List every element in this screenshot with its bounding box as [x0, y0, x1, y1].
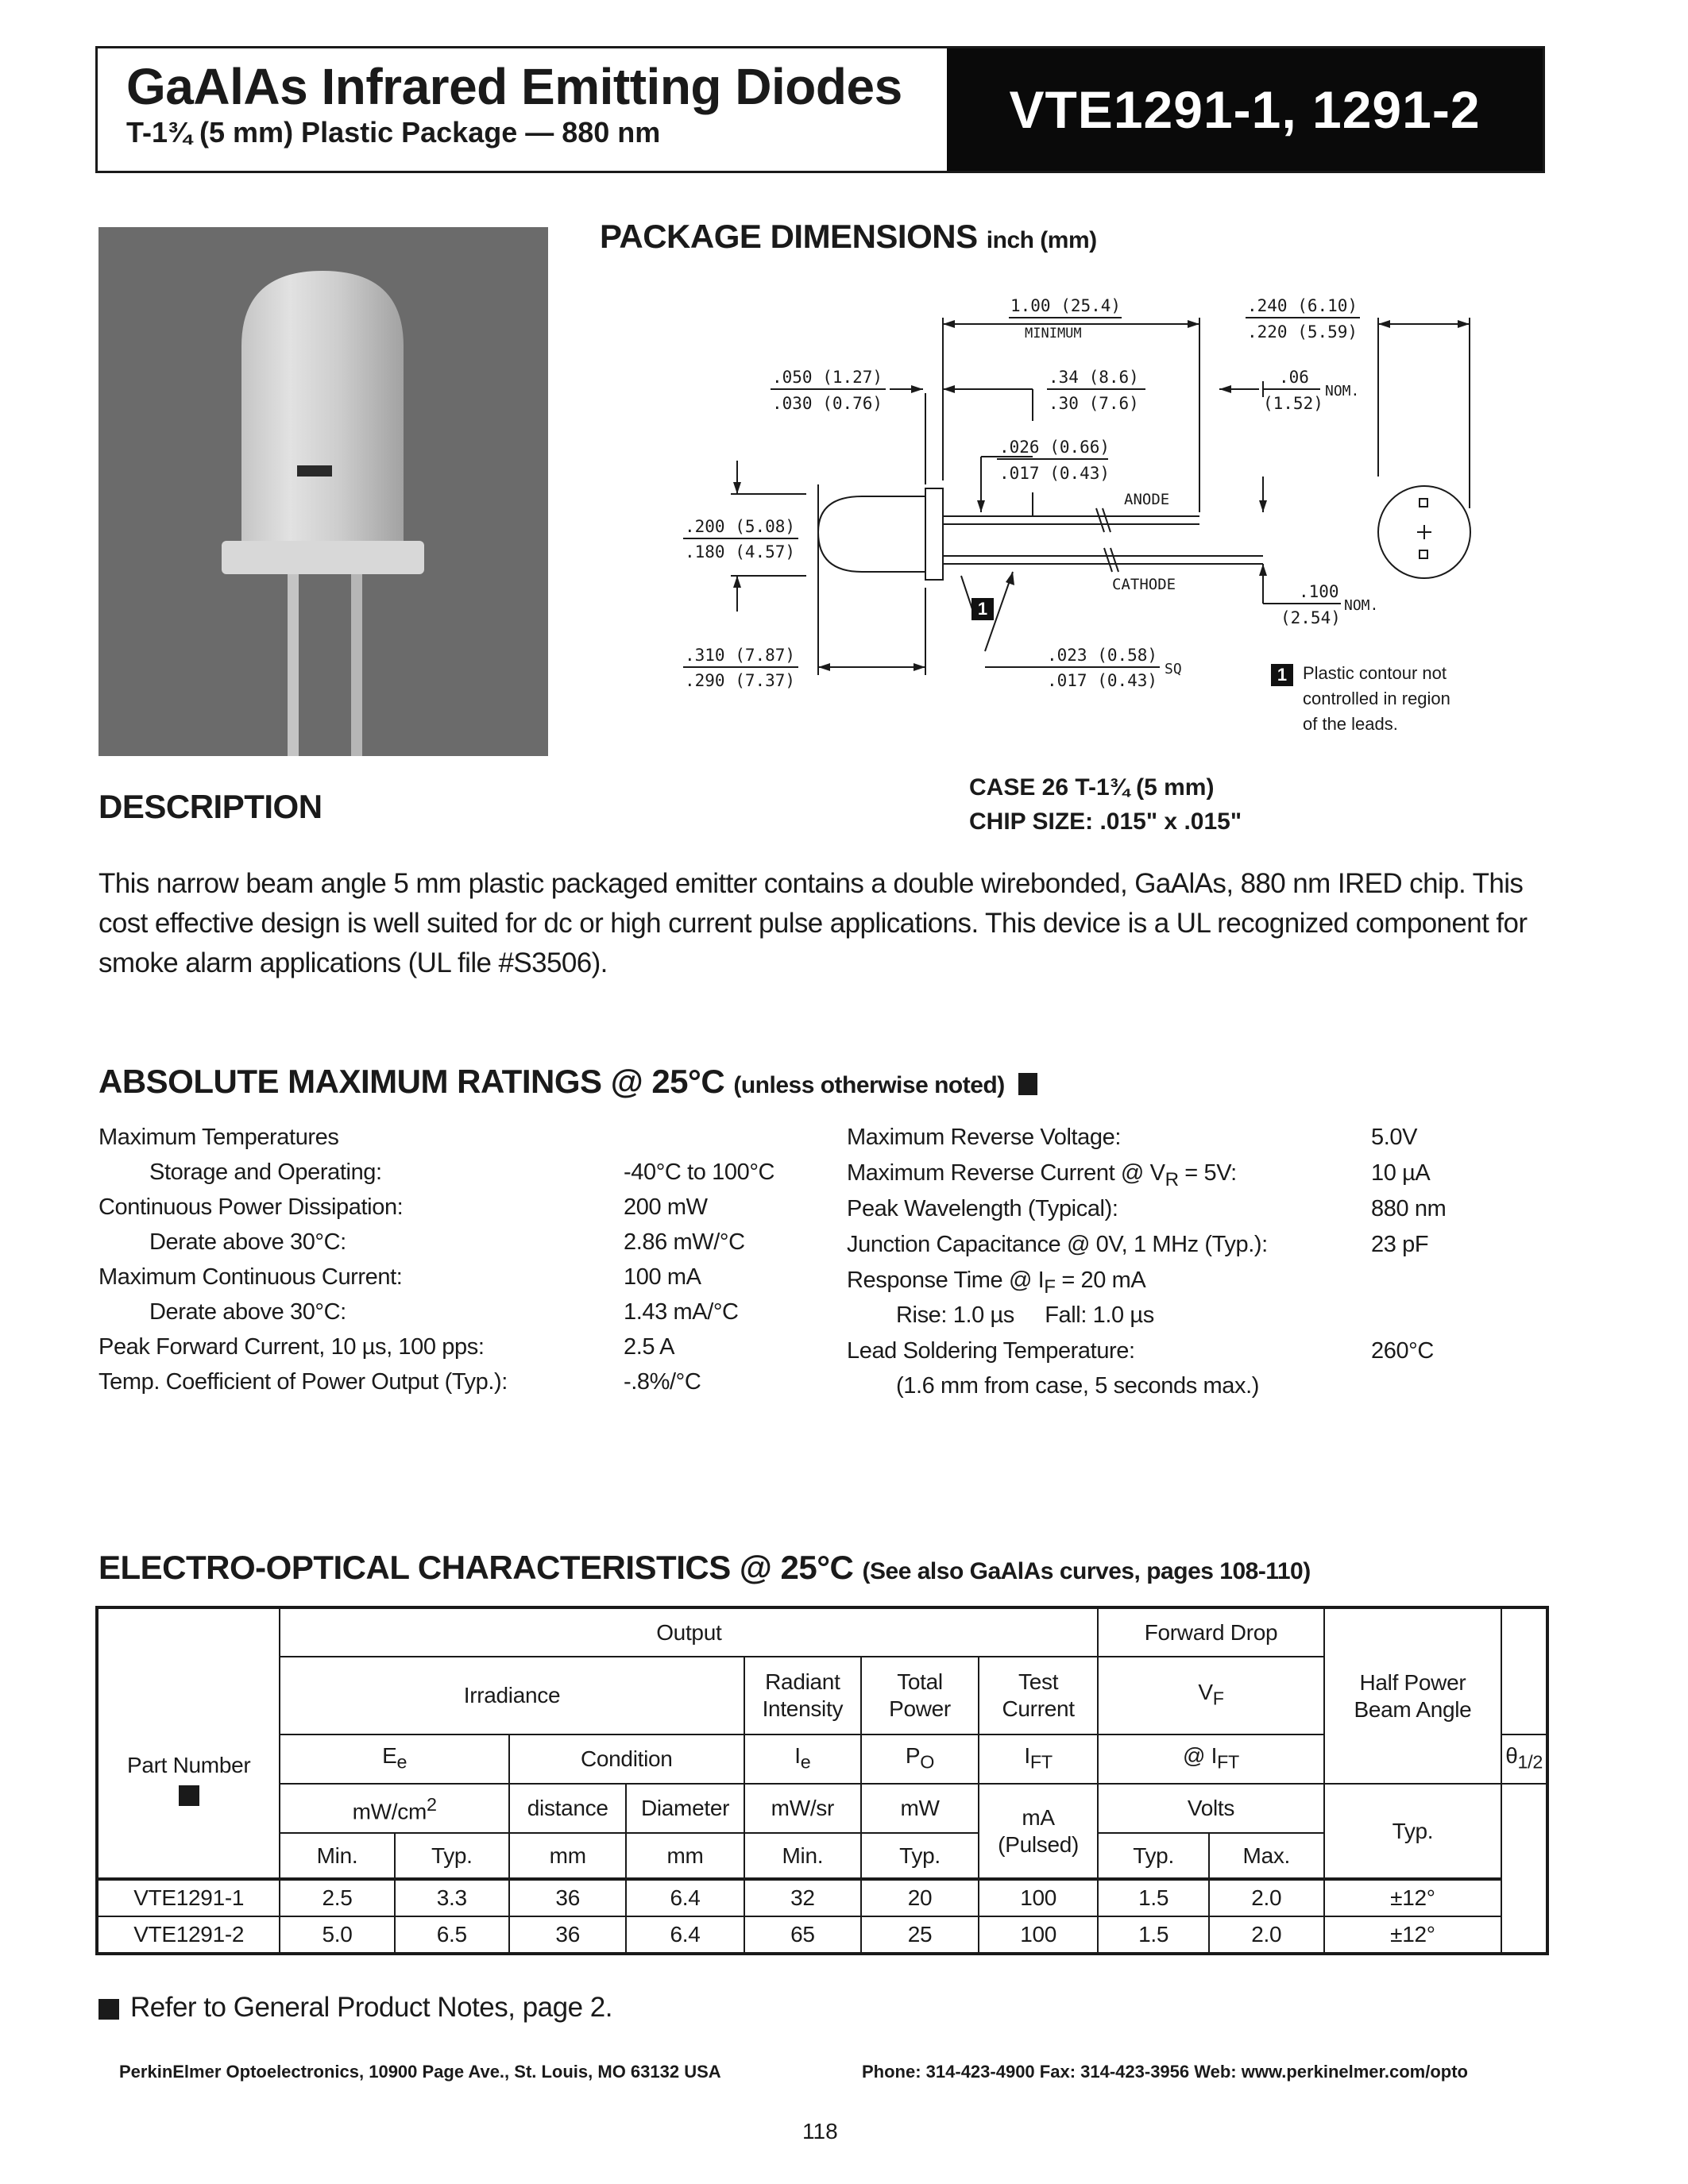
general-note-marker — [98, 1999, 119, 2020]
vf-max-cell: 2.0 — [1209, 1879, 1324, 1916]
unit: mA — [1022, 1804, 1055, 1830]
dim-body-bottom: .30 (7.6) — [1049, 394, 1139, 413]
typ-header: Typ. — [395, 1833, 509, 1879]
legend-line: of the leads. — [1303, 714, 1398, 734]
mm-unit: mm — [626, 1833, 744, 1879]
angle-typ-header: Typ. — [1324, 1784, 1502, 1879]
symbol-sub: FT — [1217, 1751, 1239, 1773]
legend-line: Plastic contour not — [1303, 663, 1447, 683]
case-line: CASE 26 T-1¾ (5 mm) — [969, 774, 1215, 801]
po-typ-cell: 25 — [861, 1916, 979, 1954]
dim-lead-square-bottom: .017 (0.43) — [1047, 671, 1158, 690]
dim-body-top: .34 (8.6) — [1049, 368, 1139, 387]
page-subtitle: T-1¾ (5 mm) Plastic Package — 880 nm — [126, 116, 661, 149]
ee-symbol — [280, 1734, 509, 1784]
rating-label: Peak Forward Current, 10 µs, 100 pps: — [98, 1334, 485, 1360]
symbol-sub: e — [800, 1751, 811, 1773]
rating-value: 23 pF — [1371, 1232, 1429, 1257]
symbol: V — [1198, 1680, 1213, 1705]
chip-size-line: CHIP SIZE: .015" x .015" — [969, 808, 1242, 835]
electro-optical-table — [95, 1606, 1549, 1955]
vf-typ-cell: 1.5 — [1098, 1916, 1209, 1954]
header-text: Part Number — [126, 1753, 251, 1777]
eo-heading-note: (See also GaAlAs curves, pages 108-110) — [862, 1558, 1311, 1584]
rating-label: Maximum Continuous Current: — [98, 1264, 403, 1290]
rating-label: Continuous Power Dissipation: — [98, 1194, 404, 1220]
at-ift-symbol — [1098, 1734, 1323, 1784]
dim-length-top: 1.00 (25.4) — [1010, 296, 1122, 315]
note-text: Refer to General Product Notes, page 2. — [130, 1992, 612, 2023]
ratings-heading-note: (unless otherwise noted) — [733, 1072, 1005, 1098]
led-lens-outline — [818, 496, 925, 572]
rating-value: 5.0V — [1371, 1125, 1418, 1150]
dim-height-top: .200 (5.08) — [685, 517, 796, 536]
dim-lead-square-suffix: SQ — [1165, 661, 1182, 677]
label-part: = 20 mA — [1055, 1268, 1146, 1293]
rating-label: Junction Capacitance @ 0V, 1 MHz (Typ.): — [847, 1232, 1268, 1257]
anode-label: ANODE — [1124, 491, 1170, 508]
ee-typ-cell: 3.3 — [395, 1879, 509, 1916]
electro-optical-heading — [98, 1549, 1311, 1587]
rating-value: 880 nm — [1371, 1196, 1447, 1221]
rating-value: 2.5 A — [624, 1334, 675, 1360]
po-typ-cell: 20 — [861, 1879, 979, 1916]
symbol-sub: 1/2 — [1517, 1751, 1543, 1773]
part-cell: VTE1291-2 — [97, 1916, 280, 1954]
volts-unit: Volts — [1098, 1784, 1323, 1833]
po-symbol — [861, 1734, 979, 1784]
cathode-pin-square — [1420, 550, 1427, 558]
dim-spacing-suffix: NOM. — [1344, 597, 1379, 614]
table-row — [97, 1916, 1547, 1954]
package-heading-text: PACKAGE DIMENSIONS — [600, 218, 978, 255]
label-subscript: R — [1165, 1168, 1179, 1190]
ift-symbol — [979, 1734, 1098, 1784]
symbol: @ I — [1182, 1743, 1218, 1769]
package-heading-units: inch (mm) — [986, 227, 1097, 253]
dim-overall-bottom: .290 (7.37) — [685, 671, 796, 690]
rating-value: 200 mW — [624, 1194, 708, 1220]
rating-value: 1.43 mA/°C — [624, 1299, 739, 1325]
part-number-header — [97, 1607, 280, 1879]
dim-nom-top: .06 — [1279, 368, 1309, 387]
dim-nom-suffix: NOM. — [1325, 383, 1360, 399]
cathode-label: CATHODE — [1112, 576, 1176, 593]
test-current-header: Test Current — [979, 1657, 1098, 1734]
output-header: Output — [280, 1607, 1098, 1657]
footer-address: PerkinElmer Optoelectronics, 10900 Page Ave., St. Louis, MO 63132 USA — [119, 2062, 721, 2082]
min-header: Min. — [744, 1833, 862, 1879]
description-text: This narrow beam angle 5 mm plastic packaged emitter contains a double wirebonded, GaAlAs, 880 nm IRED chip. This cost effective design is well suited for dc or high current pulse applications. This device is a UL recognized component for smoke alarm applications (UL file #S3506). — [98, 868, 1528, 978]
vf-max-cell: 2.0 — [1209, 1916, 1324, 1954]
callout-marker: 1 — [971, 598, 994, 620]
dim-lead-bottom: .017 (0.43) — [999, 464, 1111, 483]
ie-min-cell: 65 — [744, 1916, 862, 1954]
mwsr-unit: mW/sr — [744, 1784, 862, 1833]
theta-symbol — [1501, 1734, 1547, 1784]
label-part: Maximum Reverse Current @ V — [847, 1160, 1165, 1186]
max-header: Max. — [1209, 1833, 1324, 1879]
symbol-sub: F — [1212, 1688, 1224, 1709]
diameter-header: Diameter — [626, 1784, 744, 1833]
footer-contact: Phone: 314-423-4900 Fax: 314-423-3956 Web: www.perkinelmer.com/opto — [862, 2062, 1468, 2082]
rating-value: 2.86 mW/°C — [624, 1229, 745, 1255]
typ-header: Typ. — [861, 1833, 979, 1879]
led-flange — [925, 488, 943, 580]
label-subscript: F — [1044, 1275, 1056, 1298]
rating-value: -40°C to 100°C — [624, 1160, 775, 1185]
dim-spacing-top: .100 — [1299, 582, 1339, 601]
label-part: Response Time @ I — [847, 1268, 1045, 1293]
rating-sublabel: (1.6 mm from case, 5 seconds max.) — [896, 1373, 1259, 1399]
typ-header: Typ. — [1098, 1833, 1209, 1879]
dim-diameter-top: .240 (6.10) — [1247, 296, 1358, 315]
table-row — [97, 1879, 1547, 1916]
dim-lead-square-top: .023 (0.58) — [1047, 646, 1158, 665]
rating-label: Peak Wavelength (Typical): — [847, 1196, 1118, 1221]
forward-drop-header: Forward Drop — [1098, 1607, 1323, 1657]
distance-header: distance — [509, 1784, 627, 1833]
ift-cell: 100 — [979, 1916, 1098, 1954]
ratings-heading — [98, 1063, 1049, 1101]
ee-min-cell: 5.0 — [280, 1916, 394, 1954]
symbol: θ — [1505, 1743, 1518, 1769]
symbol-sub: FT — [1029, 1751, 1053, 1773]
half-power-header — [1324, 1607, 1502, 1784]
symbol: E — [382, 1743, 397, 1769]
ift-cell: 100 — [979, 1879, 1098, 1916]
general-note-marker — [1018, 1073, 1037, 1095]
symbol: I — [794, 1743, 801, 1769]
dim-height-bottom: .180 (4.57) — [685, 542, 796, 561]
ratings-heading-text: ABSOLUTE MAXIMUM RATINGS @ 25°C — [98, 1063, 725, 1100]
symbol-sub: e — [396, 1751, 408, 1773]
distance-cell: 36 — [509, 1879, 627, 1916]
general-note-marker — [179, 1785, 199, 1806]
symbol-sub: O — [920, 1751, 935, 1773]
page-number: 118 — [802, 2119, 838, 2143]
dim-overall-top: .310 (7.87) — [685, 646, 796, 665]
dim-flange-bottom: .030 (0.76) — [772, 394, 883, 413]
rating-label: Lead Soldering Temperature: — [847, 1338, 1135, 1364]
rating-label: Storage and Operating: — [149, 1160, 382, 1185]
unit-sup: 2 — [426, 1794, 437, 1815]
angle-cell: ±12° — [1324, 1916, 1502, 1954]
rating-label: Derate above 30°C: — [149, 1229, 346, 1255]
rating-label: Maximum Reverse Voltage: — [847, 1125, 1121, 1150]
angle-cell: ±12° — [1324, 1879, 1502, 1916]
irradiance-header: Irradiance — [280, 1657, 744, 1734]
mw-unit: mW — [861, 1784, 979, 1833]
dim-spacing-bottom: (2.54) — [1280, 608, 1341, 627]
min-header: Min. — [280, 1833, 394, 1879]
header-text: Half Power Beam Angle — [1354, 1669, 1472, 1722]
dim-diameter-bottom: .220 (5.59) — [1247, 322, 1358, 341]
part-number-banner: VTE1291-1, 1291-2 — [947, 48, 1543, 171]
general-note — [98, 1992, 612, 2024]
symbol: P — [905, 1743, 921, 1769]
rating-label: Temp. Coefficient of Power Output (Typ.): — [98, 1369, 508, 1395]
rating-label: Derate above 30°C: — [149, 1299, 346, 1325]
vf-typ-cell: 1.5 — [1098, 1879, 1209, 1916]
diameter-cell: 6.4 — [626, 1879, 744, 1916]
eo-heading-text: ELECTRO-OPTICAL CHARACTERISTICS @ 25°C — [98, 1549, 854, 1586]
rating-value: 10 µA — [1371, 1160, 1431, 1186]
legend-callout-marker: 1 — [1271, 664, 1293, 686]
page-title: GaAlAs Infrared Emitting Diodes — [126, 58, 902, 115]
plastic-contour-note — [1303, 661, 1450, 737]
rating-label: Maximum Temperatures — [98, 1125, 339, 1150]
dim-lead-top: .026 (0.66) — [999, 438, 1111, 457]
unit: mW/cm — [352, 1799, 427, 1824]
mwcm2-unit — [280, 1784, 509, 1833]
dim-nom-bottom: (1.52) — [1263, 394, 1323, 413]
ie-symbol — [744, 1734, 862, 1784]
condition-header: Condition — [509, 1734, 744, 1784]
ee-typ-cell: 6.5 — [395, 1916, 509, 1954]
radiant-intensity-header: Radiant Intensity — [744, 1657, 862, 1734]
ie-min-cell: 32 — [744, 1879, 862, 1916]
rating-value: -.8%/°C — [624, 1369, 701, 1395]
anode-pin-square — [1420, 499, 1427, 507]
distance-cell: 36 — [509, 1916, 627, 1954]
dim-length-bottom: MINIMUM — [1025, 326, 1082, 341]
part-cell: VTE1291-1 — [97, 1879, 280, 1916]
dim-flange-top: .050 (1.27) — [772, 368, 883, 387]
rating-sublabel: Rise: 1.0 µs Fall: 1.0 µs — [896, 1302, 1154, 1328]
description-heading: DESCRIPTION — [98, 788, 323, 825]
mm-unit: mm — [509, 1833, 627, 1879]
unit-note: (Pulsed) — [998, 1831, 1080, 1857]
total-power-header: Total Power — [861, 1657, 979, 1734]
rating-value: 260°C — [1371, 1338, 1434, 1364]
rating-value: 100 mA — [624, 1264, 701, 1290]
label-part: = 5V: — [1178, 1160, 1237, 1186]
symbol: I — [1024, 1743, 1030, 1769]
ee-min-cell: 2.5 — [280, 1879, 394, 1916]
legend-line: controlled in region — [1303, 689, 1450, 708]
diameter-cell: 6.4 — [626, 1916, 744, 1954]
vf-header — [1098, 1657, 1323, 1734]
ma-pulsed-unit — [979, 1784, 1098, 1879]
